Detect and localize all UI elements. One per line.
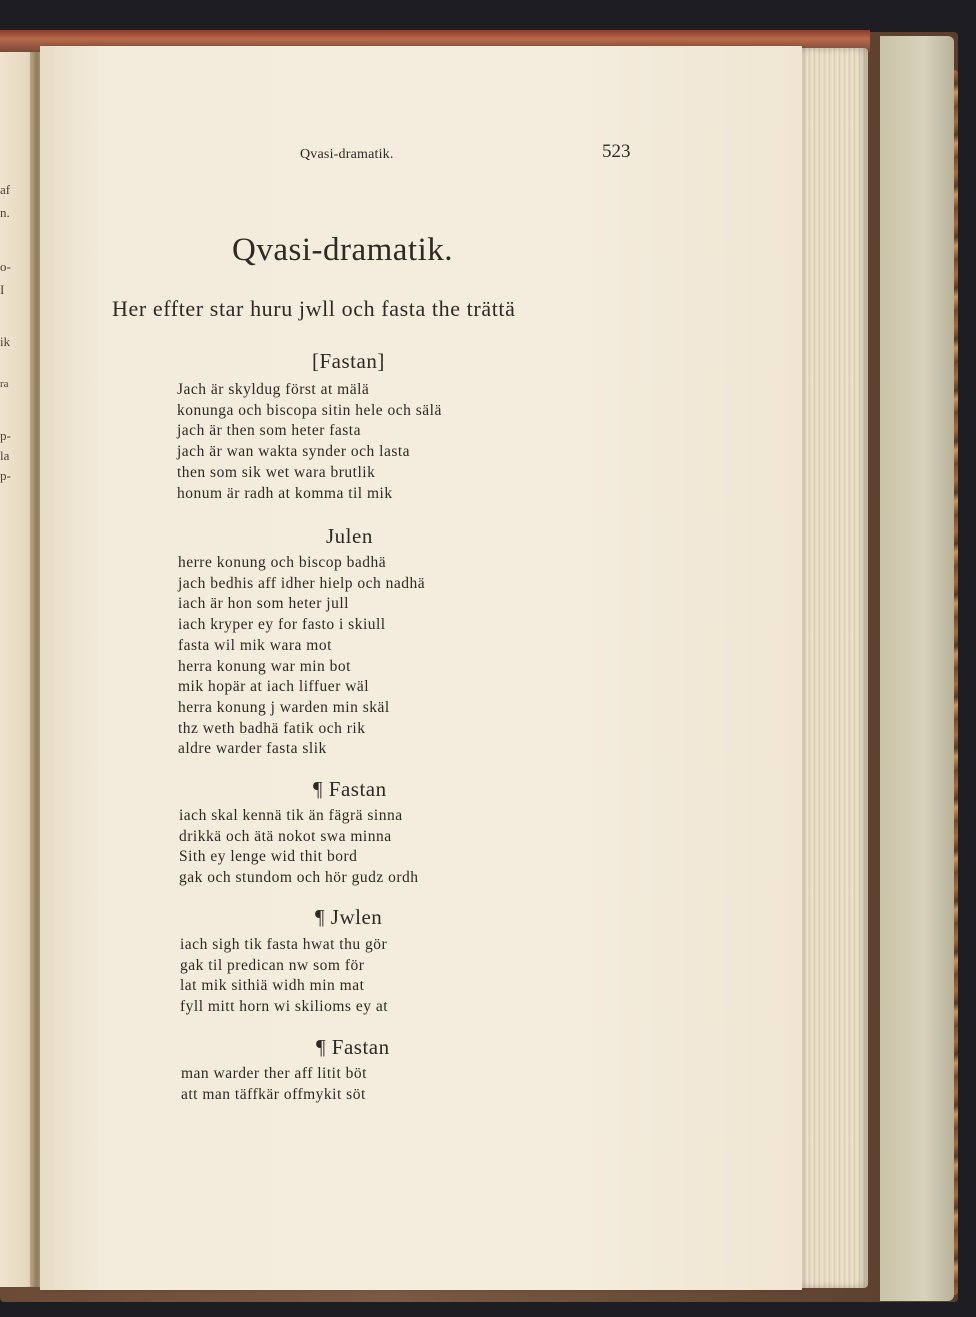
verse-block xyxy=(177,380,442,504)
margin-fragment: ik xyxy=(0,334,11,349)
section-heading: [Fastan] xyxy=(312,349,385,373)
verse-line: iach är hon som heter jull xyxy=(178,595,349,613)
margin-fragment: af xyxy=(0,182,11,197)
verse-line: fyll mitt horn wi skilioms ey at xyxy=(180,998,389,1016)
page-subtitle: Her effter star huru jwll och fasta the trättä xyxy=(112,296,516,321)
verse-line: iach sigh tik fasta hwat thu gör xyxy=(180,936,388,953)
verse-line: fasta wil mik wara mot xyxy=(178,636,332,654)
page-edges xyxy=(796,48,868,1288)
page-number: 523 xyxy=(602,141,631,162)
verse-line: konunga och biscopa sitin hele och sälä xyxy=(177,401,442,419)
section-heading: ¶ Jwlen xyxy=(315,905,383,929)
margin-fragment: o- xyxy=(0,259,11,274)
verse-block xyxy=(179,806,419,889)
verse-line: thz weth badhä fatik och rik xyxy=(178,719,366,737)
verse-line: lat mik sithiä widh min mat xyxy=(180,977,365,995)
verse-block xyxy=(180,935,388,1018)
verse-block xyxy=(181,1064,367,1105)
verse-line: att man täffkär offmykit söt xyxy=(181,1085,366,1103)
verse-line: jach är then som heter fasta xyxy=(177,422,361,440)
verse-line: Jach är skyldug först at mälä xyxy=(177,381,370,398)
verse-line: jach bedhis aff idher hielp och nadhä xyxy=(178,574,426,592)
verse-line: jach är wan wakta synder och lasta xyxy=(177,443,411,461)
verse-line: herra konung j warden min skäl xyxy=(178,698,390,716)
margin-fragment: p- xyxy=(0,428,11,443)
verse-line: gak til predican nw som för xyxy=(180,956,365,974)
endpaper xyxy=(880,36,954,1301)
verse-line: honum är radh at komma til mik xyxy=(177,484,393,502)
running-head: Qvasi-dramatik. xyxy=(300,147,394,162)
verse-line: Sith ey lenge wid thit bord xyxy=(179,848,358,866)
page-title: Qvasi-dramatik. xyxy=(232,232,454,268)
verse-line: gak och stundom och hör gudz ordh xyxy=(179,869,419,887)
margin-fragment: p- xyxy=(0,468,11,483)
verse-line: mik hopär at iach liffuer wäl xyxy=(178,678,370,696)
verse-line: drikkä och ätä nokot swa minna xyxy=(179,827,392,845)
margin-fragment: ra xyxy=(0,378,9,390)
margin-fragment: I xyxy=(0,282,5,297)
section-heading: Julen xyxy=(326,524,373,548)
margin-fragment: n. xyxy=(0,205,10,220)
verse-line: then som sik wet wara brutlik xyxy=(177,463,376,481)
verse-line: iach skal kennä tik än fägrä sinna xyxy=(179,807,403,824)
section-heading: ¶ Fastan xyxy=(313,777,387,801)
section-heading: ¶ Fastan xyxy=(316,1035,390,1059)
verse-line: herre konung och biscop badhä xyxy=(178,554,387,571)
verse-line: man warder ther aff litit böt xyxy=(181,1065,367,1082)
verse-line: aldre warder fasta slik xyxy=(178,740,327,758)
verse-line: iach kryper ey for fasto i skiull xyxy=(178,616,386,634)
verse-line: herra konung war min bot xyxy=(178,657,351,675)
margin-fragment: la xyxy=(0,448,10,463)
verse-block xyxy=(178,553,425,760)
